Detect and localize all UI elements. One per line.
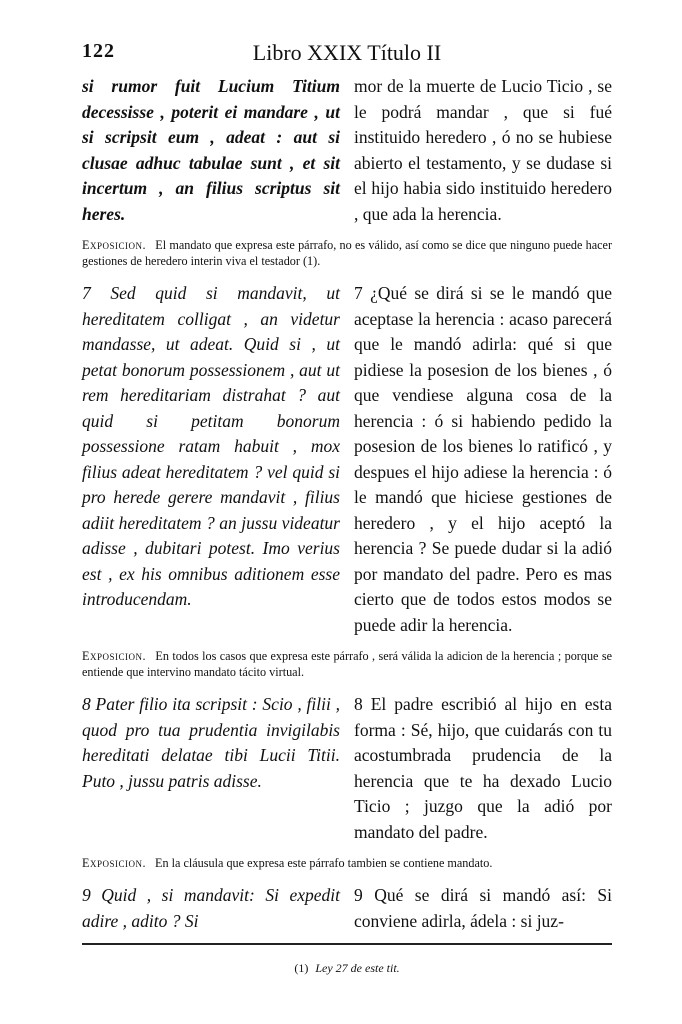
- latin-text: 8 Pater filio ita scripsit : Scio , filii , quod pro tua prudentia invigilabis hereditati delatae tibi Lucii Titii. Puto , jussu patris adisse.: [82, 694, 340, 791]
- exposition-text: El mandato que expresa este párrafo, no es válido, así como se dice que ninguno puede hacer gestiones de heredero interin viva el testador (1).: [82, 238, 613, 268]
- exposition-label: Exposicion.: [82, 856, 146, 870]
- exposition-note: [82, 237, 612, 269]
- page-header: [82, 40, 612, 74]
- spanish-text: mor de la muerte de Lucio Ticio , se le podrá mandar , que si fué instituido heredero , ó no se hubiese abierto el testamento, y se dudase si el hijo habia sido instituido heredero , que ada la herencia.: [354, 76, 612, 224]
- exposition-label: Exposicion.: [82, 649, 146, 663]
- spanish-text: 8 El padre escribió al hijo en esta forma : Sé, hijo, que cuidarás con tu acostumbrada prudencia de la herencia que te ha dexado Lucio Ticio ; juzgo que la adió por mandato del padre.: [354, 694, 612, 842]
- text-pair: [82, 883, 612, 934]
- exposition-label: Exposicion.: [82, 238, 146, 252]
- text-pair: [82, 692, 612, 845]
- exposition-note: [82, 648, 612, 680]
- exposition-text: En la cláusula que expresa este párrafo tambien se contiene mandato.: [155, 856, 493, 870]
- page-number: 122: [82, 40, 115, 62]
- latin-text: 7 Sed quid si mandavit, ut hereditatem colligat , an videtur mandasse, ut adeat. Quid si , ut petat bonorum possessionem , aut ut rem hereditariam distrahat ? aut quid si petitam bonorum possessione ratam habuit , mox filius adeat hereditatem ? vel quid si pro herede gerere mandavit , filius adiit hereditatem ? an jussu videatur adisse , dubitari potest. Imo verius est , ex his omnibus aditionem esse introducendam.: [82, 283, 340, 609]
- footnote-mark: (1): [294, 961, 309, 975]
- book-page: [82, 40, 612, 976]
- exposition-text: En todos los casos que expresa este párrafo , será válida la adicion de la herencia ; porque se entiende que intervino mandato tácito virtual.: [82, 649, 612, 679]
- text-pair: [82, 74, 612, 227]
- spanish-text: 7 ¿Qué se dirá si se le mandó que aceptase la herencia : acaso parecerá que le mandó adirla: qué si que pidiese la posesion de los bienes , ó que vendiese alguna cosa de la herencia : ó si habiendo pedido la posesion de los bienes lo ratificó , y despues el hijo adiese la herencia : ó le mandó que hiciese gestiones de heredero , y el hijo aceptó la herencia ? Se puede dudar si la adió por mandato del padre. Pero es mas cierto que de todos estos modos se puede adir la herencia.: [354, 283, 612, 635]
- spanish-text: 9 Qué se dirá si mandó así: Si conviene adirla, ádela : si juz-: [354, 885, 612, 931]
- text-pair: [82, 281, 612, 638]
- latin-text: 9 Quid , si mandavit: Si expedit adire , adito ? Si: [82, 885, 340, 931]
- footnote-text: Ley 27 de este tit.: [315, 961, 400, 975]
- latin-text: si rumor fuit Lucium Titium decessisse , poterit ei mandare , ut si scripsit eum , adeat : aut si clusae adhuc tabulae sunt , et sit incertum , an filius scriptus sit heres.: [82, 76, 340, 224]
- footnote-rule: [82, 943, 612, 945]
- running-title: Libro XXIX Título II: [252, 40, 442, 65]
- footnote: [82, 961, 612, 976]
- exposition-note: [82, 855, 612, 871]
